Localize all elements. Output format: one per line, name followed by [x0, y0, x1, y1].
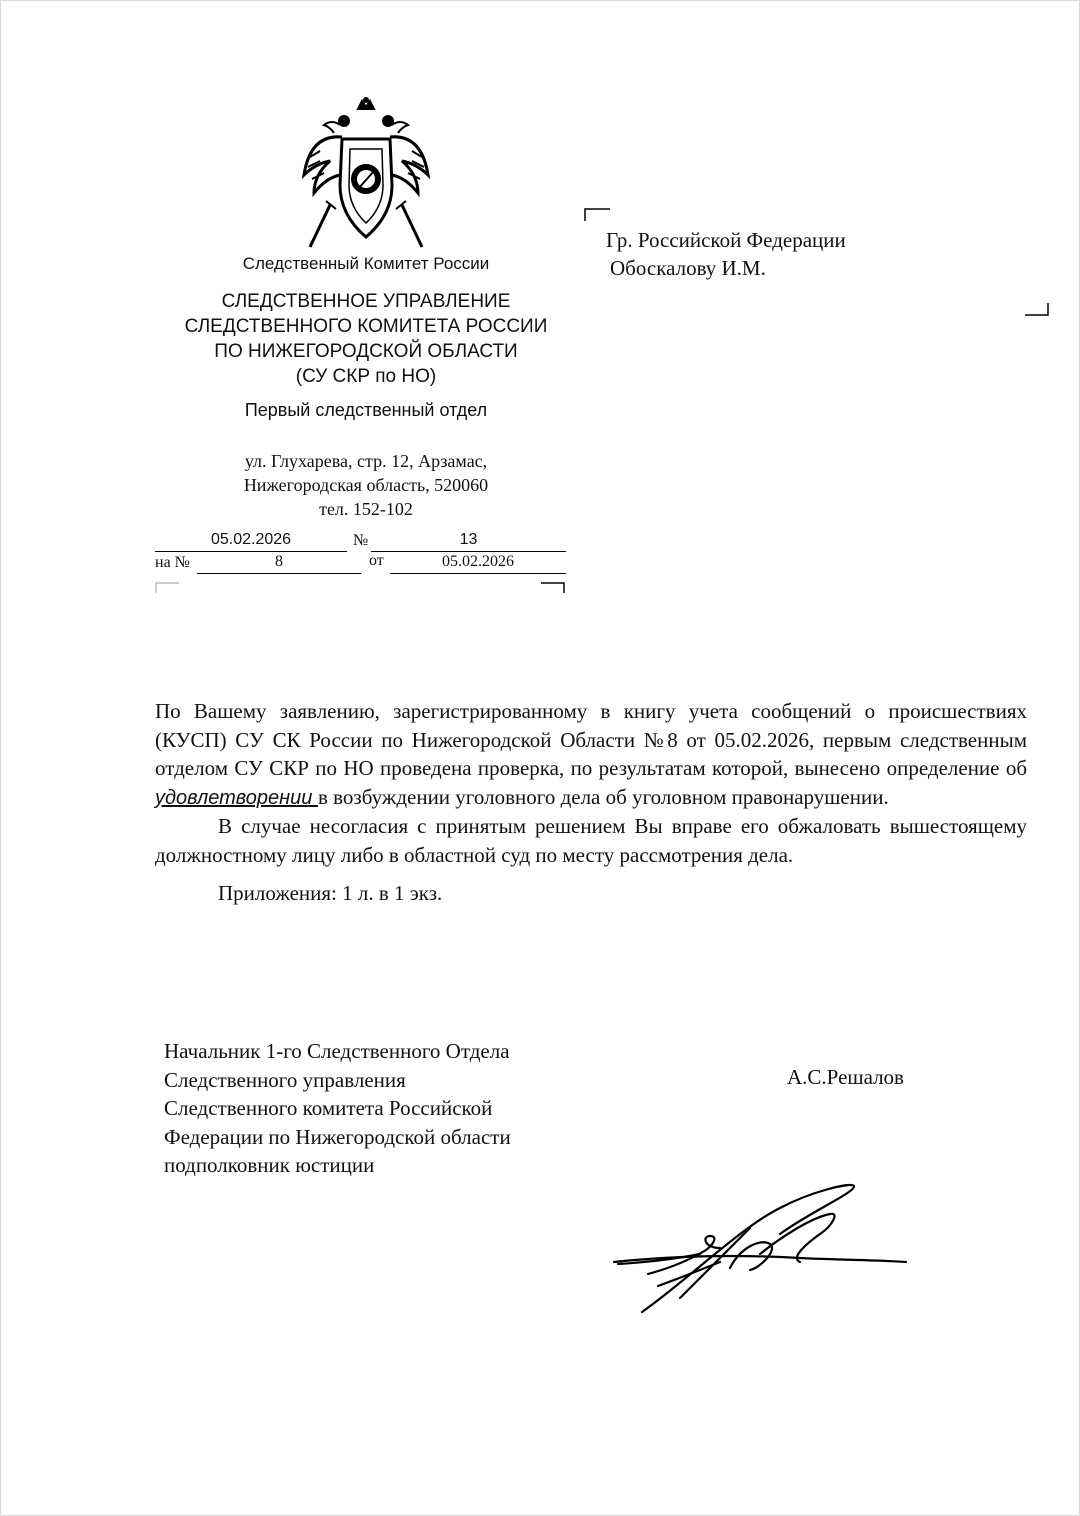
- signer-title-line: Начальник 1-го Следственного Отдела: [164, 1039, 510, 1063]
- division-name: Первый следственный отдел: [244, 400, 488, 420]
- body-paragraph: [155, 697, 1027, 812]
- signer-title: [164, 1037, 511, 1180]
- department-line: СЛЕДСТВЕННОГО КОМИТЕТА РОССИИ: [184, 316, 548, 337]
- body-text: По Вашему заявлению, зарегистрированному в книгу учета сообщений о происшествиях (КУСП) СУ СК России по Нижегородской Области №8 от 05.02.2026, первым следственным отделом СУ СКР по НО проведена проверка, по результатам которой, вынесено определение об: [155, 699, 1027, 780]
- handwritten-signature-icon: [610, 1178, 915, 1318]
- decision-word: удовлетворении: [155, 786, 318, 809]
- committee-name: Следственный Комитет России: [242, 254, 490, 273]
- ref-label: на №: [155, 554, 190, 571]
- department-line: СЛЕДСТВЕННОЕ УПРАВЛЕНИЕ: [221, 291, 511, 312]
- address-line: тел. 152-102: [319, 499, 413, 519]
- registration-row: [155, 531, 566, 553]
- recipient-corner-top: [584, 208, 612, 222]
- letter-body: [155, 697, 1027, 908]
- from-label: от: [369, 552, 384, 569]
- signer-title-line: Федерации по Нижегородской области: [164, 1124, 511, 1149]
- number-label: №: [353, 532, 369, 549]
- signer-title-line: подполковник юстиции: [164, 1153, 375, 1177]
- address: [150, 449, 582, 521]
- signer-title-line: Следственного комитета Российской: [164, 1096, 493, 1120]
- department-line: ПО НИЖЕГОРОДСКОЙ ОБЛАСТИ: [214, 341, 518, 362]
- reference-row: [155, 553, 566, 575]
- signer-name: А.С.Решалов: [787, 1065, 904, 1089]
- department-name: [150, 289, 582, 389]
- outgoing-date: 05.02.2026: [155, 531, 347, 552]
- recipient-name: Обоскалову И.М.: [610, 256, 766, 280]
- ref-date: 05.02.2026: [390, 553, 566, 574]
- recipient-line: Гр. Российской Федерации: [606, 228, 846, 252]
- corner-marks: [155, 582, 567, 594]
- ref-number: 8: [197, 553, 361, 574]
- address-line: Нижегородская область, 520060: [243, 475, 489, 495]
- signer-title-line: Следственного управления: [164, 1067, 406, 1092]
- outgoing-number: 13: [371, 531, 566, 552]
- address-line: ул. Глухарева, стр. 12, Арзамас,: [244, 451, 488, 471]
- emblem-icon: [300, 97, 432, 249]
- department-line: (СУ СКР по НО): [295, 366, 437, 387]
- body-text: в возбуждении уголовного дела об уголовном правонарушении.: [317, 784, 889, 809]
- recipient-corner-bottom: [1024, 302, 1052, 316]
- attachments: Приложения: 1 л. в 1 экз.: [218, 881, 443, 905]
- body-paragraph: В случае несогласия с принятым решением Вы вправе его обжаловать вышестоящему должностному лицу либо в областной суд по месту рассмотрения дела.: [155, 814, 1027, 867]
- recipient: [606, 226, 846, 282]
